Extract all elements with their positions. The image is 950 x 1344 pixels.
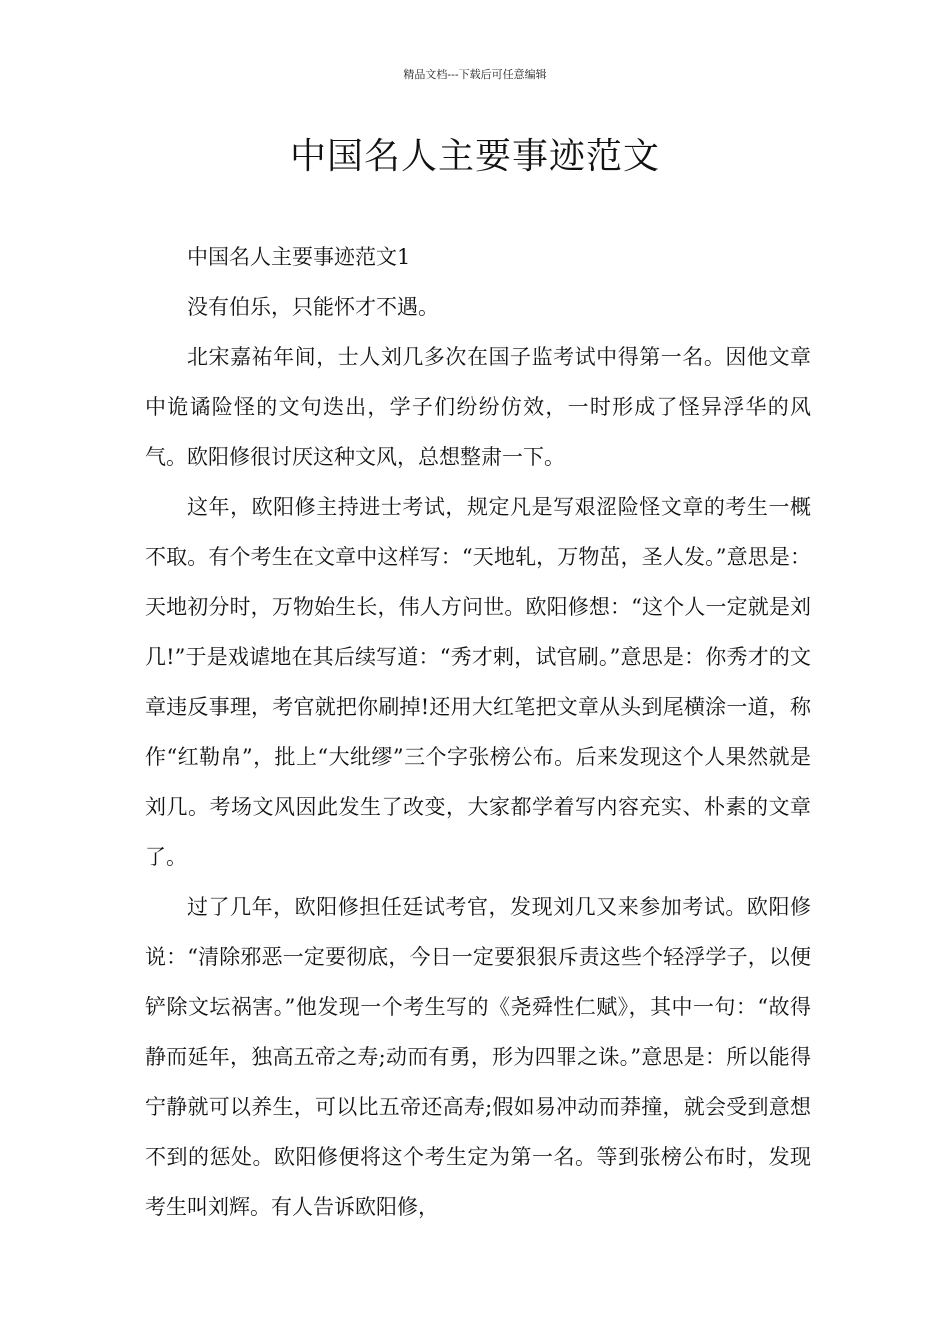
header-note: 精品文档---下载后可任意编辑	[403, 68, 547, 81]
document-title: 中国名人主要事迹范文	[289, 136, 660, 177]
document-body	[145, 232, 811, 1232]
paragraph: 北宋嘉祐年间，士人刘几多次在国子监考试中得第一名。因他文章中诡谲险怪的文句迭出，学子们纷纷仿效，一时形成了怪异浮华的风气。欧阳修很讨厌这种文风，总想整肃一下。	[145, 345, 811, 469]
paragraph: 没有伯乐，只能怀才不遇。	[187, 295, 439, 319]
paragraph: 过了几年，欧阳修担任廷试考官，发现刘几又来参加考试。欧阳修说：“清除邪恶一定要彻底，今日一定要狠狠斥责这些个轻浮学子，以便铲除文坛祸害。”他发现一个考生写的《尧舜性仁赋》，其中一句：“故得静而延年，独高五帝之寿;动而有勇，形为四罪之诛。”意思是：所以能得宁静就可以养生，可以比五帝还高寿;假如易冲动而莽撞，就会受到意想不到的惩处。欧阳修便将这个考生定为第一名。等到张榜公布时，发现考生叫刘辉。有人告诉欧阳修，	[145, 895, 811, 1219]
section-heading: 中国名人主要事迹范文1	[187, 245, 411, 269]
paragraph: 这年，欧阳修主持进士考试，规定凡是写艰涩险怪文章的考生一概不取。有个考生在文章中这样写：“天地轧，万物茁，圣人发。”意思是：天地初分时，万物始生长，伟人方问世。欧阳修想：“这个人一定就是刘几!”于是戏谑地在其后续写道：“秀才剌，试官刷。”意思是：你秀才的文章违反事理，考官就把你刷掉!还用大红笔把文章从头到尾横涂一道，称作“红勒帛”，批上“大纰缪”三个字张榜公布。后来发现这个人果然就是刘几。考场文风因此发生了改变，大家都学着写内容充实、朴素的文章了。	[145, 495, 811, 869]
